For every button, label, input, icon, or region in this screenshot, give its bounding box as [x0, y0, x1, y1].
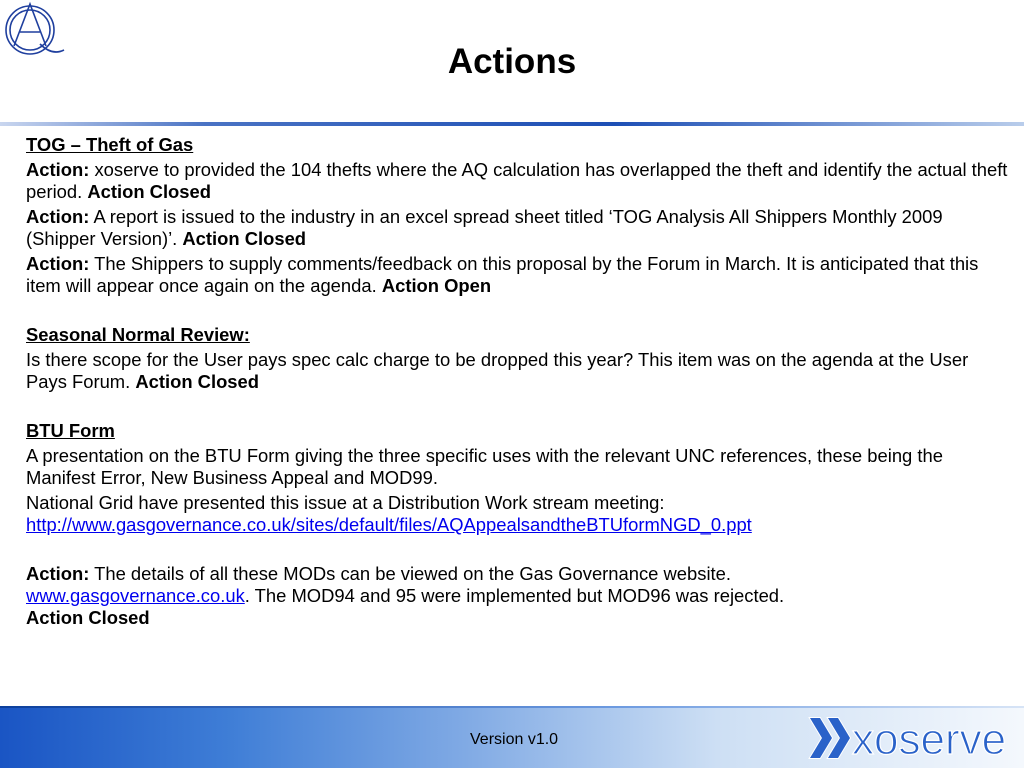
action-item: [26, 159, 1011, 203]
page-title: Actions: [447, 42, 577, 81]
action-status: Action Open: [381, 275, 492, 296]
action-text: . The MOD94 and 95 were implemented but MOD96 was rejected.: [244, 585, 785, 606]
action-label: Action:: [26, 159, 90, 180]
paragraph-text: National Grid have presented this issue at a Distribution Work stream meeting:: [26, 492, 665, 513]
brand-wordmark: xoserve: [852, 715, 1007, 764]
action-item: [26, 253, 1011, 297]
action-item: [26, 563, 1011, 629]
version-label: Version v1.0: [470, 731, 559, 748]
action-label: Action:: [26, 253, 90, 274]
section-heading-tog: TOG – Theft of Gas: [26, 134, 194, 155]
gas-governance-link[interactable]: www.gasgovernance.co.uk: [26, 585, 245, 606]
title-divider: [0, 122, 1024, 126]
btu-presentation-link[interactable]: http://www.gasgovernance.co.uk/sites/default/files/AQAppealsandtheBTUformNGD_0.ppt: [26, 514, 752, 535]
paragraph: [26, 492, 1011, 536]
action-text: xoserve to provided the 104 thefts where the AQ calculation has overlapped the theft and identify the actual theft period.: [26, 159, 1008, 202]
action-status: Action Closed: [182, 228, 307, 249]
paragraph-text: Is there scope for the User pays spec calc charge to be dropped this year? This item was on the agenda at the User Pays Forum.: [26, 349, 969, 392]
footer-divider: [0, 706, 1024, 708]
section-heading-seasonal-normal: Seasonal Normal Review:: [26, 324, 250, 345]
action-status: Action Closed: [87, 181, 211, 202]
slide-body: [26, 134, 1011, 632]
action-status: Action Closed: [135, 371, 259, 392]
action-text: The Shippers to supply comments/feedback on this proposal by the Forum in March. It is anticipated that this item will appear once again on the agenda.: [26, 253, 979, 296]
section-heading-btu-form: BTU Form: [26, 420, 115, 441]
action-label: Action:: [26, 206, 90, 227]
paragraph-text: A presentation on the BTU Form giving the three specific uses with the relevant UNC references, these being the Manifest Error, New Business Appeal and MOD99.: [26, 445, 943, 488]
xoserve-logo: [808, 712, 1018, 764]
action-status: Action Closed: [26, 607, 150, 628]
paragraph: [26, 349, 1011, 393]
action-label: Action:: [26, 563, 90, 584]
action-text: A report is issued to the industry in an excel spread sheet titled ‘TOG Analysis All Shippers Monthly 2009 (Shipper Version)’.: [26, 206, 943, 249]
action-text: The details of all these MODs can be viewed on the Gas Governance website.: [89, 563, 731, 584]
action-item: [26, 206, 1011, 250]
paragraph: [26, 445, 1011, 489]
footer-bar: [0, 706, 1024, 768]
